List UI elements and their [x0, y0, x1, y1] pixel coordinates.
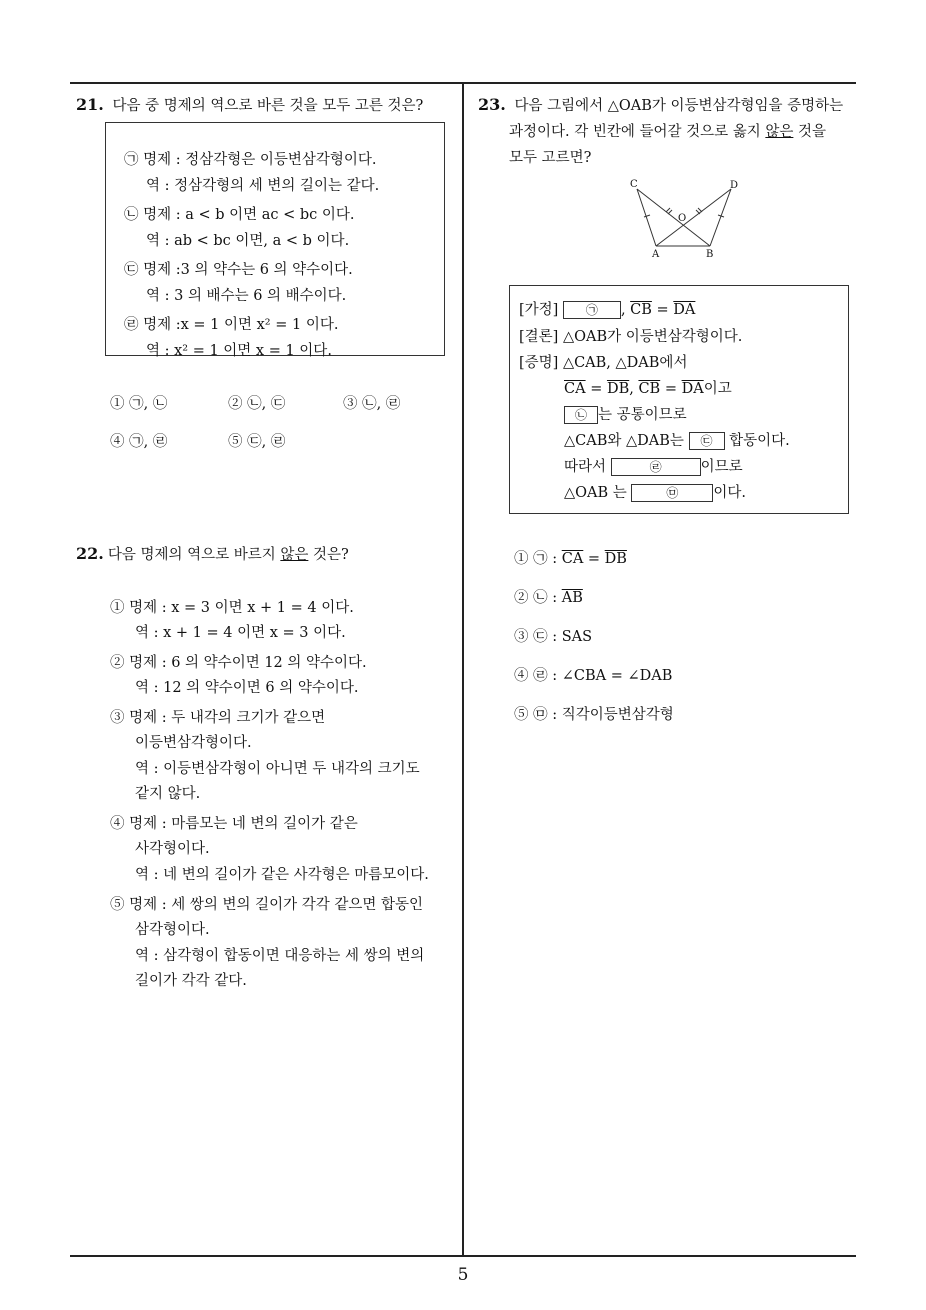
q23-choice-4[interactable]: ④ ㉣ : ∠CBA = ∠DAB [514, 668, 673, 684]
q23-figure [620, 176, 750, 261]
q22-line: 길이가 각각 같다. [135, 973, 247, 989]
q21-prop-text: 명제 :x = 1 이면 x² = 1 이다. [143, 317, 339, 333]
equals: = [664, 381, 677, 397]
q22-stem-text-end: 것은? [308, 547, 349, 563]
comma: , [629, 381, 634, 397]
q22-stem-text: 다음 명제의 역으로 바르지 [107, 547, 281, 563]
label-d: D [730, 180, 739, 191]
proof-tag: [가정] [519, 302, 559, 318]
equals: = [590, 381, 603, 397]
q21-prop-text: 명제 :3 의 약수는 6 의 약수이다. [143, 262, 353, 278]
q22-line: 역 : 네 변의 길이가 같은 사각형은 마름모이다. [135, 867, 429, 883]
q22-line: 삼각형이다. [135, 922, 210, 938]
label-o: O [678, 213, 687, 224]
q23-stem-text-end: 것을 [793, 124, 827, 140]
q22-line: 이등변삼각형이다. [135, 735, 252, 751]
q21-number: 21. [76, 95, 104, 114]
q21-choice-1[interactable]: ① ㉠, ㉡ [110, 396, 168, 412]
proof-text: 합동이다. [729, 433, 790, 449]
proof-text: 는 공통이므로 [598, 407, 687, 423]
proof-text: △OAB 는 [564, 485, 627, 501]
q21-mark: ㉢ [124, 262, 139, 278]
segment-ca-label: $\overline{CA}$ [564, 381, 586, 397]
equals: = [656, 302, 669, 318]
proof-text: 이고 [703, 381, 732, 397]
proof-line-5 [564, 403, 687, 424]
q23-choice-5[interactable]: ⑤ ㉤ : 직각이등변삼각형 [514, 707, 674, 723]
segment-da-label: $\overline{DA}$ [673, 302, 696, 318]
q23-choice-2[interactable] [514, 586, 583, 607]
proof-line-6 [564, 429, 790, 450]
segment-cb-label: $\overline{CB}$ [638, 381, 661, 397]
q22-line: 같지 않다. [135, 786, 201, 802]
tick-mark [666, 208, 670, 212]
q23-stem-text: 과정이다. 각 빈칸에 들어갈 것으로 옳지 [509, 124, 766, 140]
q21-item-3-conv: 역 : 3 의 배수는 6 의 배수이다. [146, 288, 347, 304]
proof-text: △CAB와 △DAB는 [564, 433, 684, 449]
segment-ca [637, 189, 656, 246]
q21-choice-2[interactable]: ② ㉡, ㉢ [228, 396, 286, 412]
q22-line[interactable]: ③ 명제 : 두 내각의 크기가 같으면 [110, 710, 326, 726]
proof-tag: [결론] [519, 329, 559, 345]
choice-text: ② ㉡ : [514, 590, 562, 606]
q23-choice-3[interactable]: ③ ㉢ : SAS [514, 629, 593, 645]
q21-mark: ㉣ [124, 317, 139, 333]
q21-item-4-conv: 역 : x² = 1 이면 x = 1 이다. [146, 343, 332, 359]
q22-line[interactable]: ④ 명제 : 마름모는 네 변의 길이가 같은 [110, 816, 358, 832]
blank-4[interactable]: ㉣ [611, 458, 701, 476]
q21-stem [76, 94, 423, 115]
q22-line: 역 : x + 1 = 4 이면 x = 3 이다. [135, 625, 346, 641]
q21-stem-text: 다음 중 명제의 역으로 바른 것을 모두 고른 것은? [112, 98, 424, 114]
q23-stem-underline: 않은 [765, 124, 794, 140]
proof-text: △CAB, △DAB에서 [562, 355, 688, 371]
proof-text: 이므로 [700, 459, 743, 475]
tick-mark [698, 208, 702, 212]
q22-stem-underline: 않은 [280, 547, 309, 563]
q21-item-1-prop [124, 148, 377, 169]
segment-cb-label: $\overline{CB}$ [630, 302, 652, 318]
q22-line[interactable]: ⑤ 명제 : 세 쌍의 변의 길이가 각각 같으면 합동인 [110, 897, 423, 913]
segment-cb [637, 189, 710, 246]
label-a: A [652, 249, 660, 260]
column-divider [462, 82, 464, 1257]
q21-prop-text: 명제 : 정삼각형은 이등변삼각형이다. [143, 152, 377, 168]
q22-line[interactable]: ① 명제 : x = 3 이면 x + 1 = 4 이다. [110, 600, 354, 616]
segment-db-label: $\overline{DB}$ [604, 551, 627, 567]
choice-text: ① ㉠ : [514, 551, 562, 567]
page-number: 5 [457, 1265, 469, 1285]
proof-text: 이다. [713, 485, 747, 501]
q21-prop-text: 명제 : a < b 이면 ac < bc 이다. [143, 207, 355, 223]
segment-da-label: $\overline{DA}$ [681, 381, 704, 397]
equals: = [583, 551, 605, 567]
q21-choice-3[interactable]: ③ ㉡, ㉣ [343, 396, 401, 412]
q22-line[interactable]: ② 명제 : 6 의 약수이면 12 의 약수이다. [110, 655, 367, 671]
blank-1[interactable]: ㉠ [563, 301, 621, 319]
proof-line-2 [519, 325, 742, 346]
q23-number: 23. [478, 95, 506, 114]
q21-choice-4[interactable]: ④ ㉠, ㉣ [110, 434, 168, 450]
q22-line: 역 : 12 의 약수이면 6 의 약수이다. [135, 680, 359, 696]
proof-line-7 [564, 455, 743, 476]
q21-item-2-prop [124, 203, 355, 224]
q23-stem-text: 다음 그림에서 △OAB가 이등변삼각형임을 증명하는 [514, 98, 844, 114]
blank-3[interactable]: ㉢ [689, 432, 725, 450]
q21-mark: ㉡ [124, 207, 139, 223]
q21-mark: ㉠ [124, 152, 139, 168]
comma: , [620, 302, 626, 318]
label-b: B [706, 249, 714, 260]
segment-ca-label: $\overline{CA}$ [561, 551, 584, 567]
label-c: C [630, 179, 638, 190]
proof-line-4 [564, 377, 732, 398]
q21-item-1-conv: 역 : 정삼각형의 세 변의 길이는 같다. [146, 178, 380, 194]
q23-stem-line-1 [478, 94, 843, 115]
q22-line: 사각형이다. [135, 841, 210, 857]
segment-ab-label: $\overline{AB}$ [561, 590, 583, 606]
q23-stem-line-2 [509, 120, 826, 141]
tick-mark [644, 215, 650, 217]
proof-line-3 [519, 351, 687, 372]
q22-line: 역 : 이등변삼각형이 아니면 두 내각의 크기도 [135, 761, 420, 777]
proof-text: 따라서 [564, 459, 607, 475]
tick-mark [696, 210, 700, 214]
q23-proof-box [509, 285, 849, 514]
blank-2[interactable]: ㉡ [564, 406, 598, 424]
q21-choice-5[interactable]: ⑤ ㉢, ㉣ [228, 434, 286, 450]
q21-item-3-prop [124, 258, 353, 279]
q21-item-4-prop [124, 313, 338, 334]
q22-number: 22. [76, 544, 104, 563]
proof-text: △OAB가 이등변삼각형이다. [562, 329, 743, 345]
q23-stem-line-3: 모두 고르면? [509, 150, 592, 166]
q22-line: 역 : 삼각형이 합동이면 대응하는 세 쌍의 변의 [135, 948, 425, 964]
proof-line-8 [564, 481, 746, 502]
proof-tag: [증명] [519, 355, 559, 371]
proof-line-1 [519, 298, 695, 319]
blank-5[interactable]: ㉤ [631, 484, 713, 502]
tick-mark [668, 210, 672, 214]
segment-da [656, 189, 731, 246]
q22-stem [76, 543, 349, 564]
q21-item-2-conv: 역 : ab < bc 이면, a < b 이다. [146, 233, 350, 249]
segment-db-label: $\overline{DB}$ [606, 381, 630, 397]
q23-choice-1[interactable] [514, 547, 627, 568]
